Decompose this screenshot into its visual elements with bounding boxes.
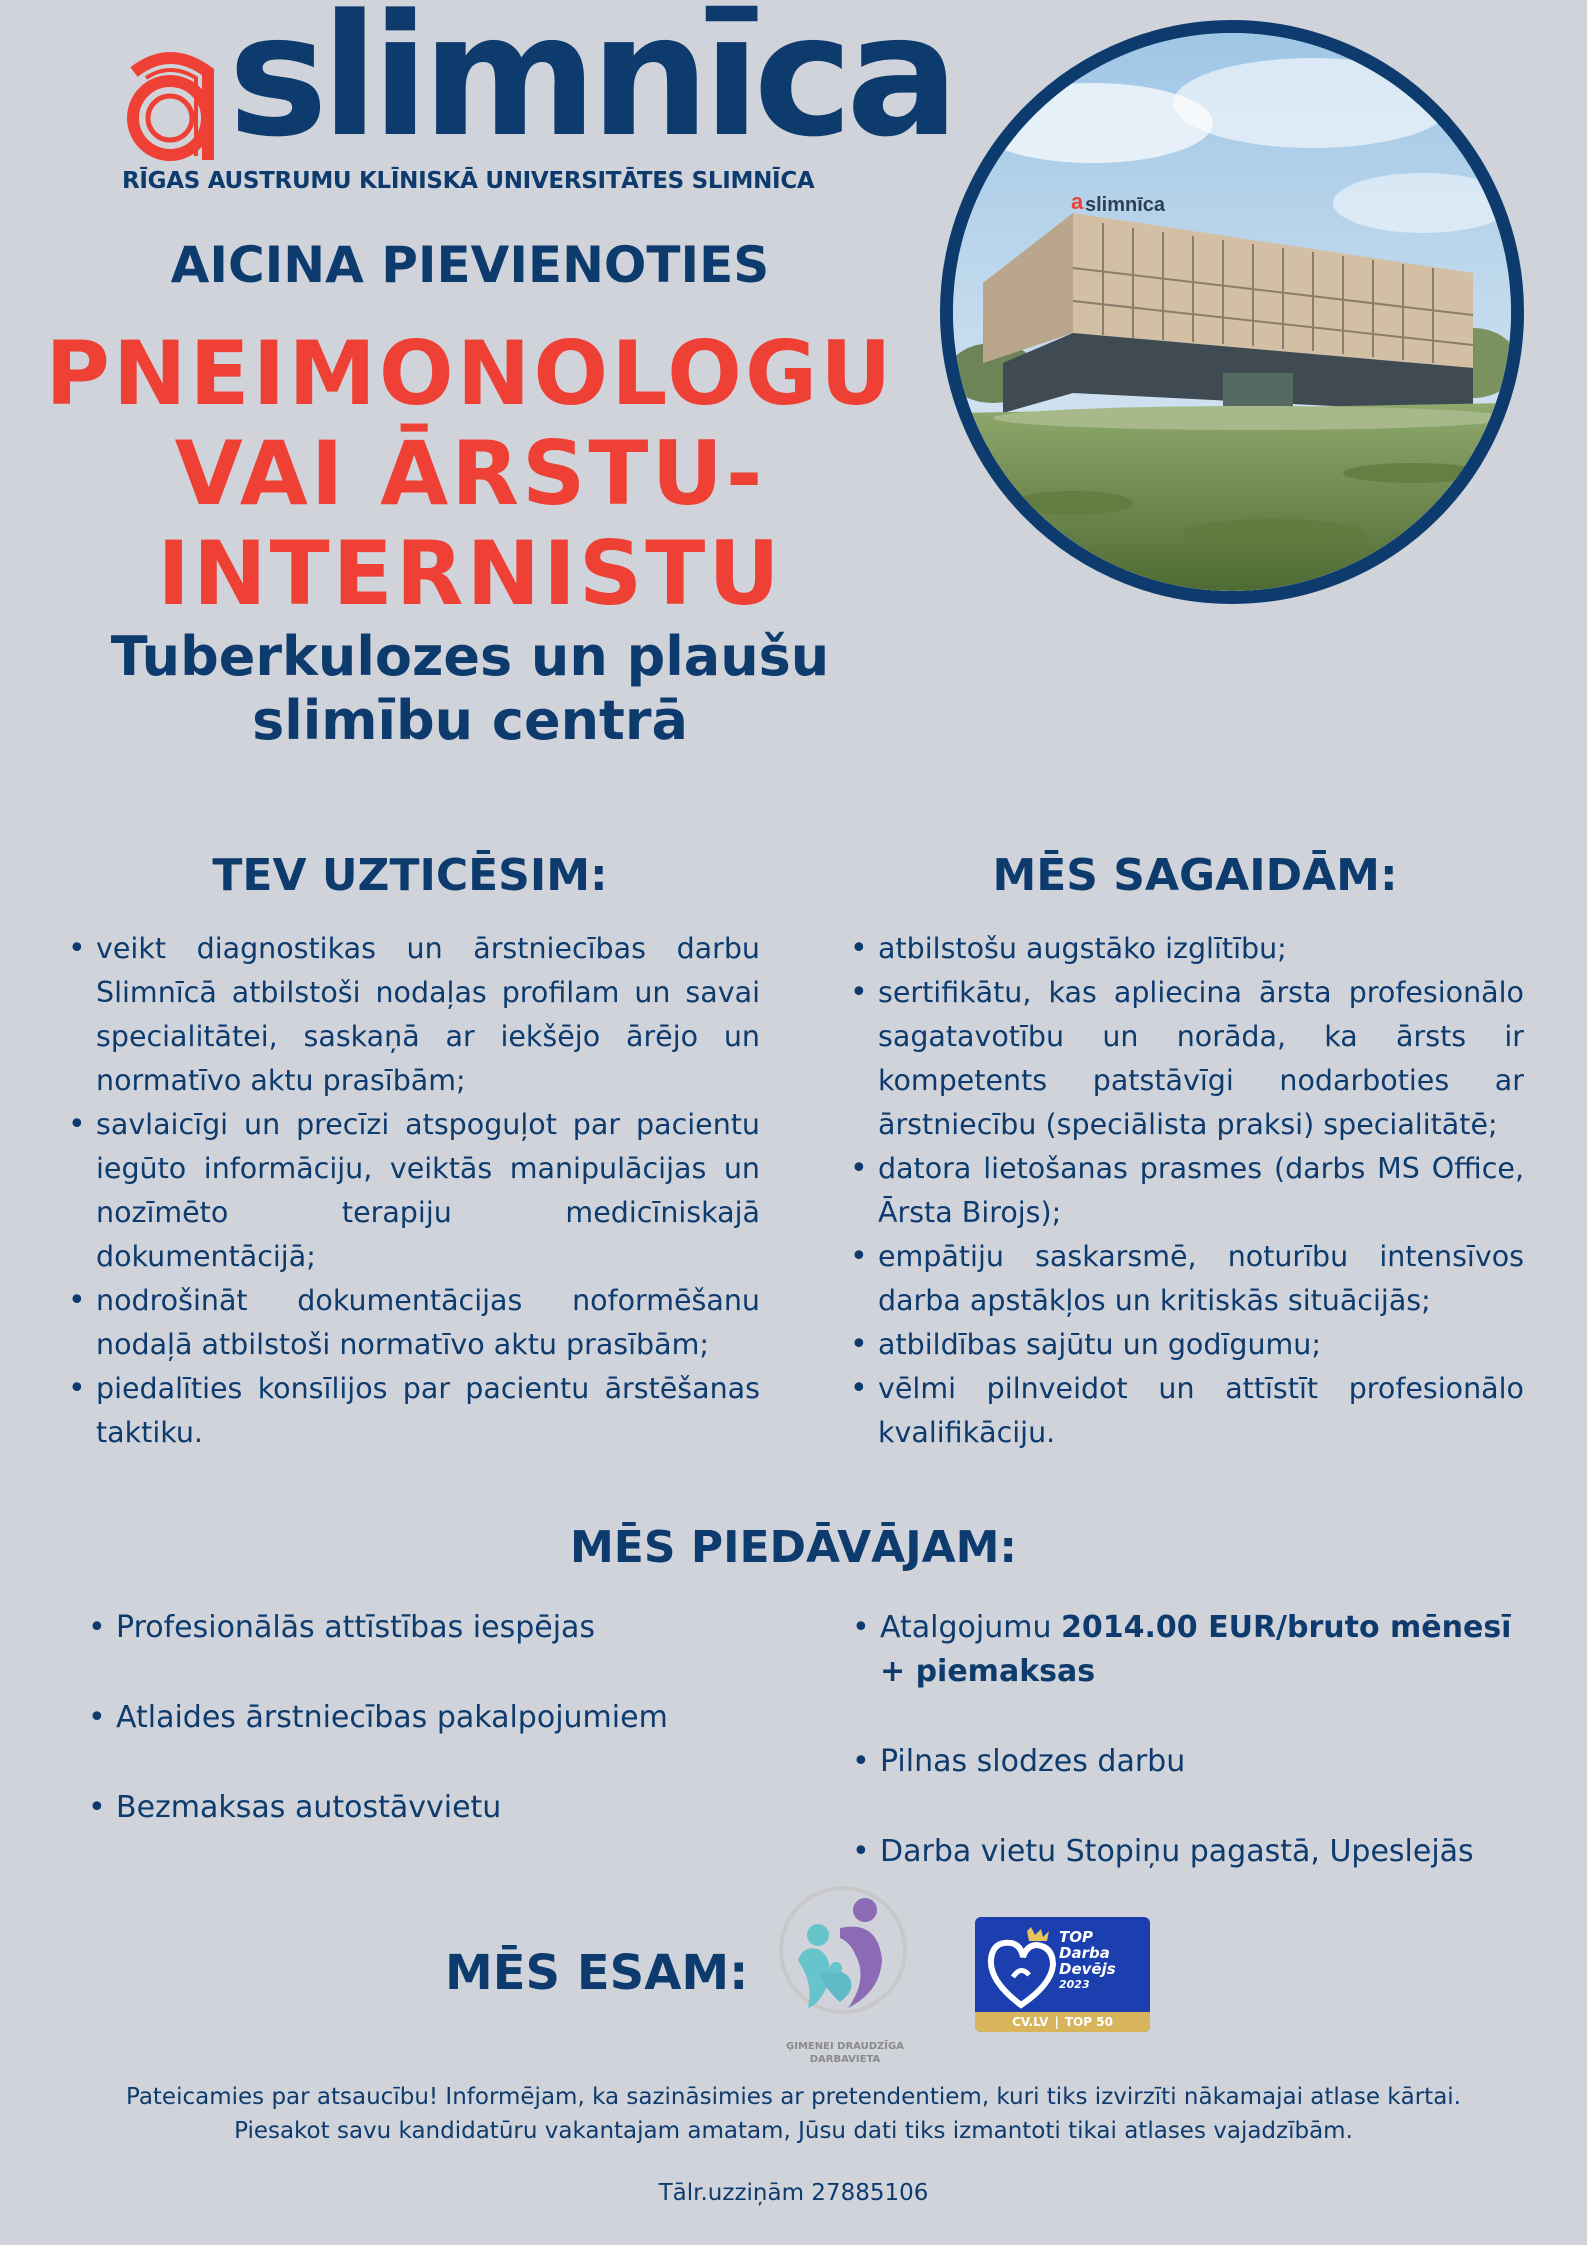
footer-line-1: Pateicamies par atsaucību! Informējam, ka sazināsimies ar pretendentiem, kuri tiks izvirzīti nākamajai atlase kārtai. (125, 2084, 1461, 2110)
top-badge-year: 2023 (1059, 1978, 1090, 1991)
offer-list-right (852, 1606, 1532, 1874)
building-illustration (953, 33, 1511, 591)
building-sign-letter: a (1071, 189, 1084, 214)
salary-amount: 2014.00 EUR/bruto mēnesī + piemaksas (880, 1610, 1512, 1689)
top-badge-line1: TOP (1059, 1928, 1093, 1946)
hospital-building-image (940, 20, 1524, 604)
offer-item-parking: • Bezmaksas autostāvvietu (88, 1786, 768, 1830)
top-badge-footer-left: CV.LV (1012, 2015, 1049, 2029)
offer-item-salary (852, 1606, 1532, 1694)
offer-title: MĒS PIEDĀVĀJAM: (569, 1522, 1018, 1573)
heart-crown-icon (983, 1925, 1063, 2015)
department-line-2: slimību centrā (252, 689, 688, 752)
top-badge-footer (975, 2012, 1150, 2032)
offer-item-fulltime: • Pilnas slodzes darbu (852, 1740, 1532, 1784)
position-title-line-2: VAI ĀRSTU- (174, 422, 766, 525)
logo-subtitle: RĪGAS AUSTRUMU KLĪNISKĀ UNIVERSITĀTES SLIMNĪCA (122, 168, 815, 194)
requirement-item-6: • vēlmi pilnveidot un attīstīt profesionālo kvalifikāciju. (850, 1367, 1524, 1455)
duties-title: TEV UZTICĒSIM: (212, 850, 608, 901)
offer-item-development: • Profesionālās attīstības iespējas (88, 1606, 768, 1650)
department-line-1: Tuberkulozes un plaušu (110, 625, 830, 688)
top-badge-footer-right: TOP 50 (1064, 2015, 1113, 2029)
requirement-item-3: • datora lietošanas prasmes (darbs MS Office, Ārsta Birojs); (850, 1147, 1524, 1235)
offer-list-left (88, 1606, 768, 1876)
top-badge-line2: Darba (1059, 1944, 1110, 1962)
family-caption-line-2: DARBAVIETA (809, 2054, 881, 2065)
top-badge-text (1059, 1929, 1116, 1993)
duty-item-2: • savlaicīgi un precīzi atspoguļot par pacientu iegūto informāciju, veiktās manipulācijas un nozīmēto terapiju medicīniskajā dokumentācijā; (68, 1103, 760, 1279)
building-sign-word: slimnīca (1085, 194, 1166, 216)
family-caption-line-1: ĢIMENEI DRAUDZĪGA (786, 2041, 904, 2052)
requirements-list (850, 927, 1524, 1455)
footer-notice (40, 2080, 1547, 2148)
family-friendly-caption (770, 2040, 920, 2066)
position-title-line-3: INTERNISTU (157, 522, 783, 625)
top-employer-badge (975, 1917, 1150, 2032)
logo-wordmark: slimnīca (228, 0, 953, 174)
salary-prefix: Atalgojumu (880, 1610, 1061, 1645)
duties-list (68, 927, 760, 1455)
requirement-item-1: • atbilstošu augstāko izglītību; (850, 927, 1524, 971)
top-badge-footer-sep: | (1054, 2015, 1059, 2029)
offer-item-location: • Darba vietu Stopiņu pagastā, Upeslejās (852, 1830, 1532, 1874)
duty-item-1: • veikt diagnostikas un ārstniecības darbu Slimnīcā atbilstoši nodaļas profilam un savai specialitātei, saskaņā ar iekšējo ārējo un normatīvo aktu prasībām; (68, 927, 760, 1103)
footer-line-2: Piesakot savu kandidatūru vakantajam amatam, Jūsu dati tiks izmantoti tikai atlases vajadzībām. (234, 2118, 1353, 2144)
requirement-item-5: • atbildības sajūtu un godīgumu; (850, 1323, 1524, 1367)
requirement-item-2: • sertifikātu, kas apliecina ārsta profesionālo sagatavotību un norāda, ka ārsts ir kompetents patstāvīgi nodarboties ar ārstniecību (speciālista praksi) specialitātē; (850, 971, 1524, 1147)
logo-a-mark (120, 52, 228, 164)
requirements-title: MĒS SAGAIDĀM: (992, 850, 1398, 901)
contact-phone: Tālr.uzziņām 27885106 (658, 2180, 929, 2206)
duty-item-4: • piedalīties konsīlijos par pacientu ārstēšanas taktiku. (68, 1367, 760, 1455)
duty-item-3: • nodrošināt dokumentācijas noformēšanu nodaļā atbilstoši normatīvo aktu prasībām; (68, 1279, 760, 1367)
offer-item-discounts: • Atlaides ārstniecības pakalpojumiem (88, 1696, 768, 1740)
requirement-item-4: • empātiju saskarsmē, noturību intensīvos darba apstākļos un kritiskās situācijās; (850, 1235, 1524, 1323)
top-badge-line3: Devējs (1059, 1960, 1116, 1978)
we-are-title: MĒS ESAM: (445, 1945, 749, 2001)
invite-heading: AICINA PIEVIENOTIES (170, 236, 770, 294)
position-title-line-1: PNEIMONOLOGU (45, 322, 895, 425)
